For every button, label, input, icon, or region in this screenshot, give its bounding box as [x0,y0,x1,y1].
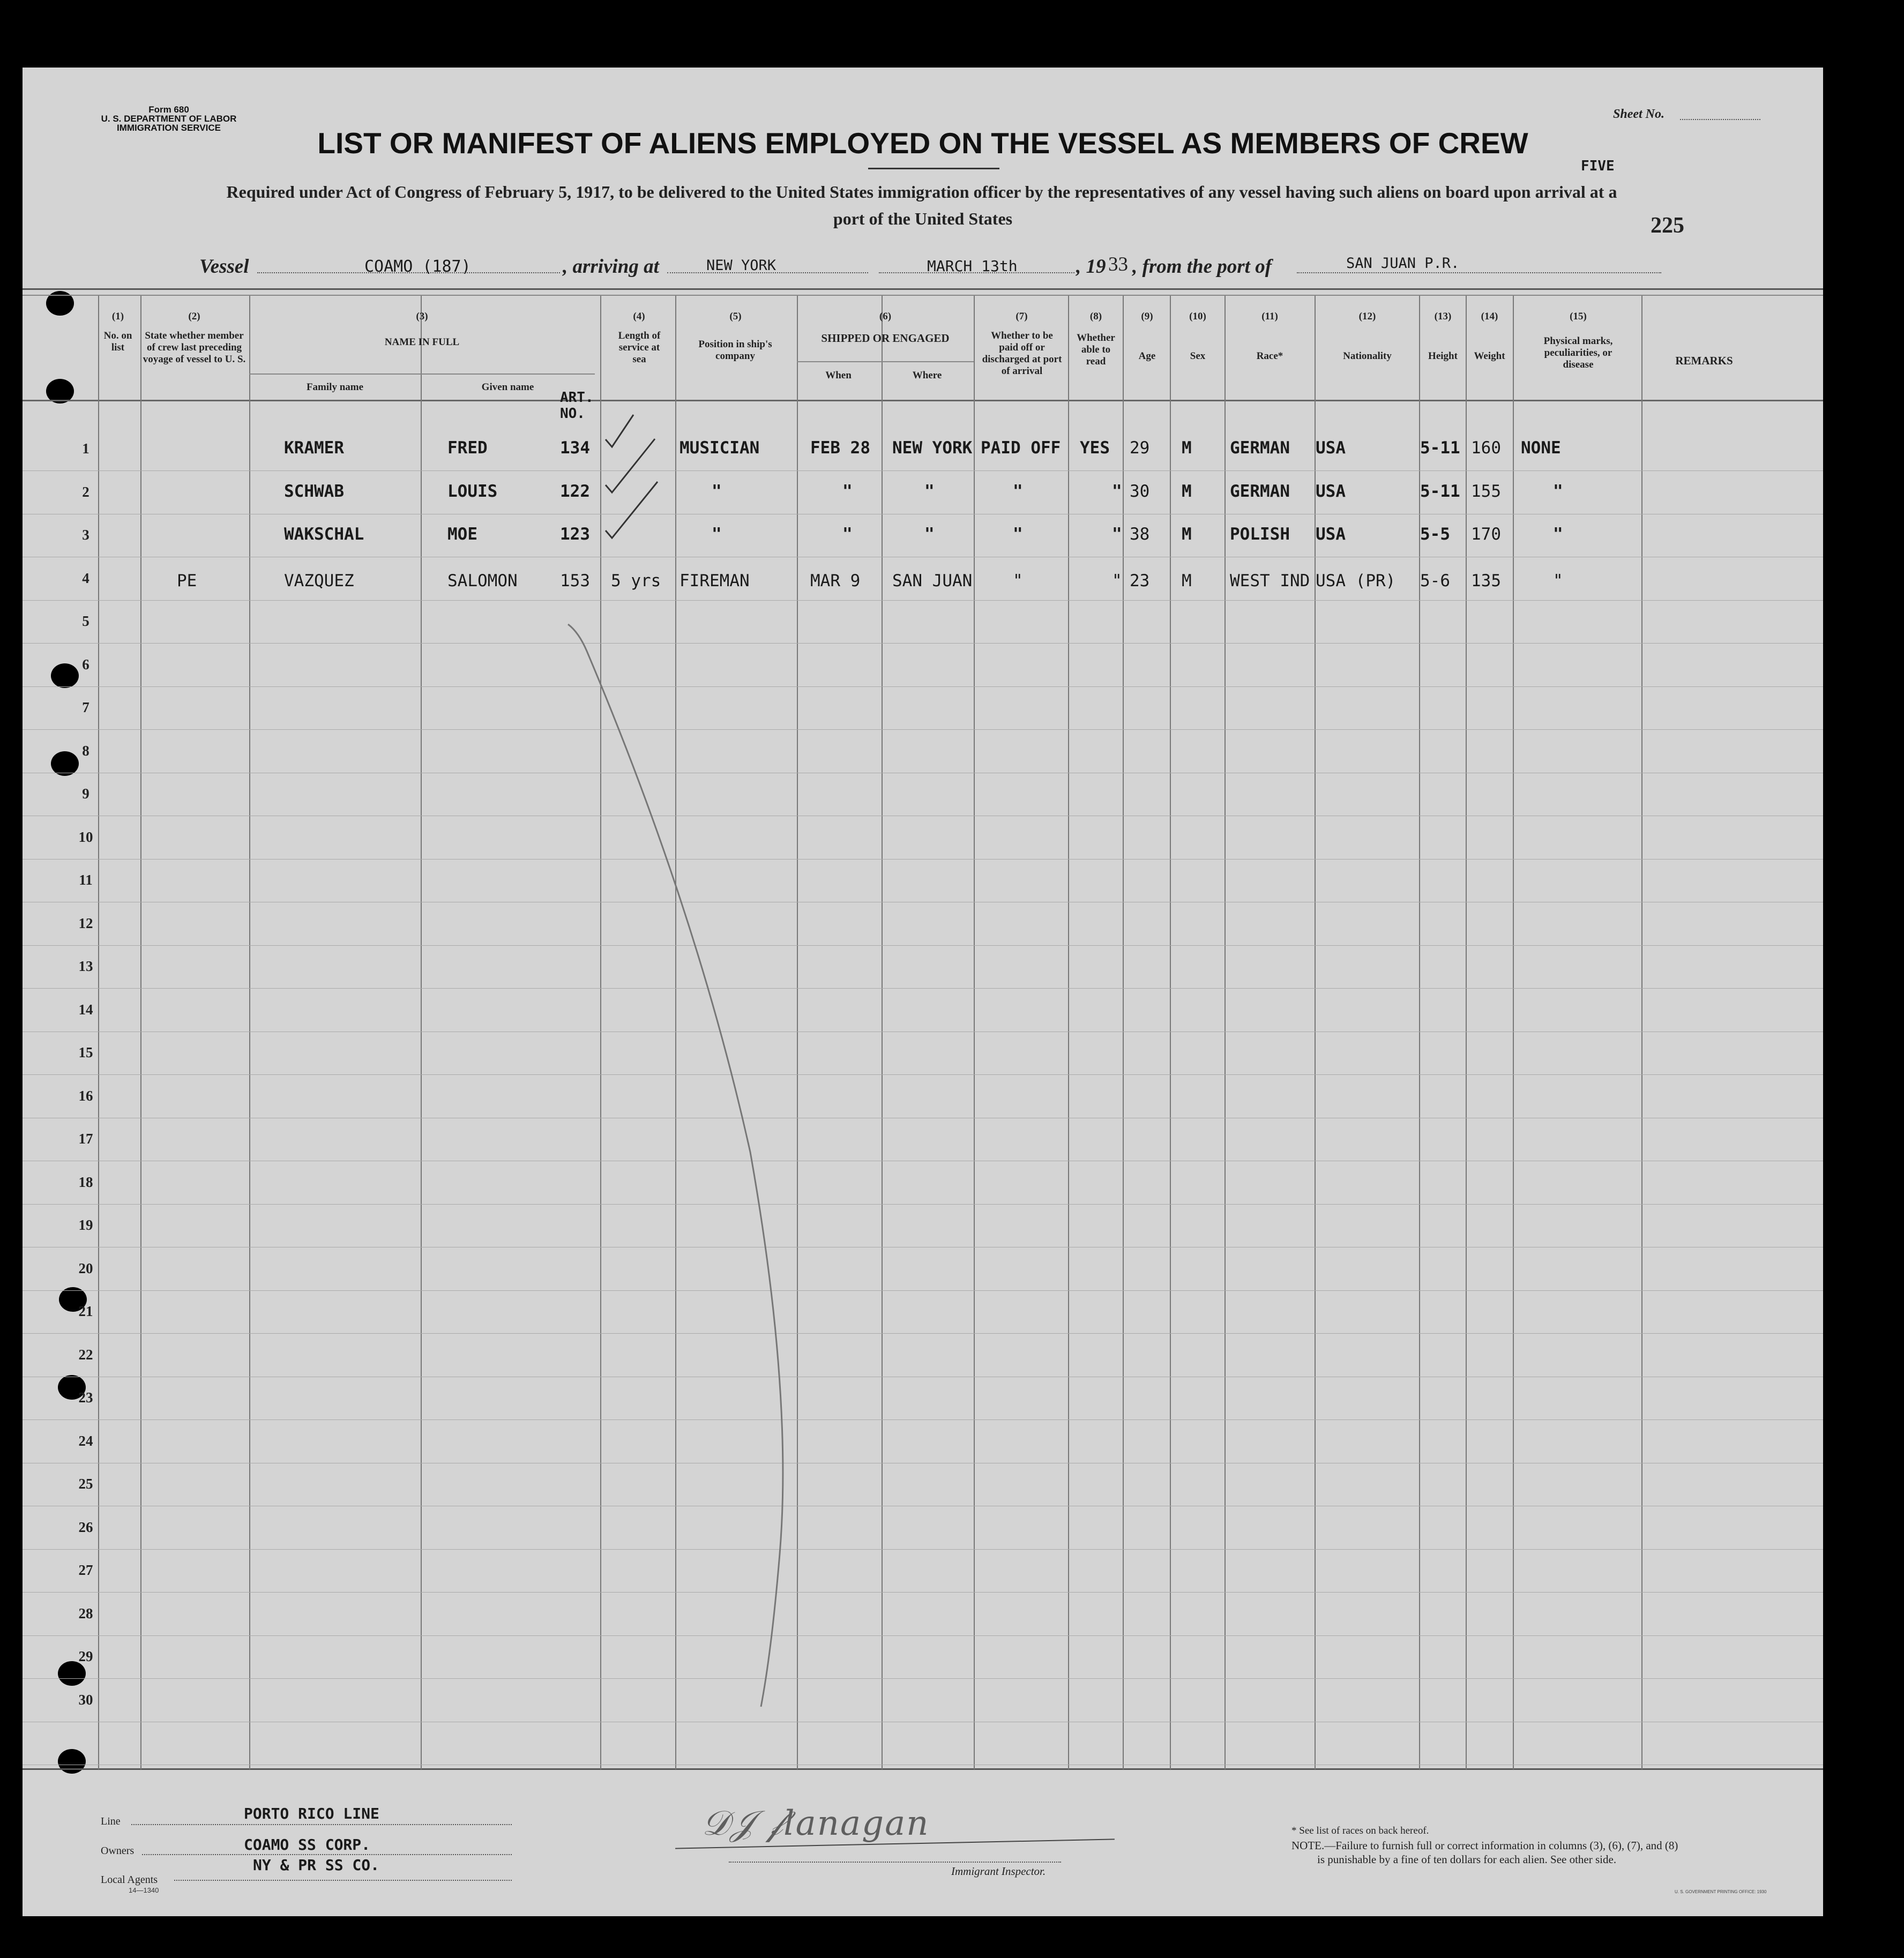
col11-number: (11) [1261,311,1278,322]
departure-port: SAN JUAN P.R. [1346,255,1460,272]
row-number: 23 [78,1389,93,1406]
form-title: LIST OR MANIFEST OF ALIENS EMPLOYED ON THE VESSEL AS MEMBERS OF CREW [317,126,1528,160]
col2-number: (2) [188,311,200,322]
row-number: 21 [78,1303,93,1319]
shipped-where-cell: SAN JUAN [892,571,973,591]
row-number: 11 [79,872,93,888]
printing-office-imprint: U. S. GOVERNMENT PRINTING OFFICE: 1930 [1675,1889,1767,1894]
physical-marks-cell: " [1553,481,1563,501]
owners-label: Owners [101,1845,135,1857]
height-cell: 5-11 [1420,438,1460,458]
year-label: , 19 [1076,256,1106,278]
when-header: When [825,370,852,381]
age-cell: 30 [1130,481,1150,501]
col4-label: Length of service at sea [618,330,661,365]
sheet-number-label: Sheet No. [1613,107,1664,121]
col8-number: (8) [1089,311,1102,322]
weight-cell: 155 [1471,481,1501,501]
void-line [568,624,783,1707]
col6-label: SHIPPED OR ENGAGED [821,332,950,345]
inspector-field-rule [729,1862,1061,1863]
physical-marks-cell: " [1553,525,1563,544]
row-number: 17 [78,1131,93,1147]
form-number: Form 680 [148,104,189,115]
row-number: 30 [78,1691,93,1708]
col7-number: (7) [1016,311,1028,322]
shipped-when-cell: " [842,481,853,501]
col12-label: Nationality [1343,350,1392,362]
height-cell: 5-11 [1420,481,1460,501]
inspector-label: Immigrant Inspector. [951,1865,1046,1878]
row-number: 4 [82,570,89,586]
arriving-label: , arriving at [563,256,659,278]
shipped-when-cell: " [842,525,853,544]
row-number: 8 [82,742,89,759]
arrival-date: MARCH 13th [927,257,1018,275]
col13-label: Height [1428,350,1458,362]
row-number: 19 [78,1217,93,1233]
shipped-where-cell: NEW YORK [892,438,973,458]
col9-label: Age [1138,350,1156,362]
col7-label: Whether to be paid off or discharged at port of arrival [982,330,1062,377]
race-cell: WEST IND [1230,571,1310,591]
art-no-header: ART. NO. [560,390,594,422]
able-to-read-cell: " [1112,481,1122,501]
weight-cell: 160 [1471,438,1501,458]
race-cell: POLISH [1230,525,1290,544]
row-number: 9 [82,786,89,802]
from-port-label: , from the port of [1132,256,1272,278]
shipped-where-cell: " [924,481,935,501]
form-subtitle-2: port of the United States [833,209,1013,228]
print-code: 14—1340 [129,1886,159,1894]
sex-cell: M [1182,438,1192,458]
row-number: 29 [78,1648,93,1664]
row-number: 16 [78,1087,93,1104]
col11-label: Race* [1256,350,1283,362]
col13-number: (13) [1434,311,1452,322]
vessel-label: Vessel [199,256,249,278]
height-cell: 5-6 [1420,571,1450,591]
family-name-header: Family name [306,382,364,393]
given-name-cell: LOUIS [447,481,498,501]
checkmark-mark [606,415,633,447]
service-length-cell: 5 yrs [611,571,661,591]
row-number: 6 [82,656,89,672]
col10-number: (10) [1189,311,1206,322]
arrival-port: NEW YORK [706,257,776,274]
department-name: U. S. DEPARTMENT OF LABOR [101,114,237,124]
row-number: 22 [78,1346,93,1363]
line-label: Line [101,1815,121,1827]
col6-number: (6) [879,311,892,322]
sheet-number-value: FIVE [1581,158,1615,174]
owners-field-rule [142,1854,512,1855]
paid-off-cell: " [1013,525,1023,544]
race-cell: GERMAN [1230,481,1290,501]
age-cell: 29 [1130,438,1150,458]
prev-voyage-cell: PE [177,571,197,591]
row-number: 26 [78,1519,93,1535]
row-number: 18 [78,1174,93,1190]
col1-number: (1) [111,311,124,322]
remarks-header: REMARKS [1675,354,1733,367]
col8-label: Whether able to read [1077,332,1115,367]
penalty-note-2: is punishable by a fine of ten dollars for each alien. See other side. [1317,1853,1617,1866]
row-number: 15 [78,1044,93,1060]
owners-name: COAMO SS CORP. [244,1836,371,1854]
col2-label: State whether member of crew last preceding voyage of vessel to U. S. [143,330,246,365]
form-subtitle: Required under Act of Congress of February 5, 1917, to be delivered to the United States immigration officer by the representatives of any vessel having such aliens on board upon arrival at a [226,182,1617,201]
row-number: 1 [82,440,89,457]
col4-number: (4) [633,311,645,322]
col14-number: (14) [1481,311,1498,322]
weight-cell: 170 [1471,525,1501,544]
age-cell: 38 [1130,525,1150,544]
where-header: Where [912,370,942,381]
col9-number: (9) [1141,311,1153,322]
row-number: 13 [78,958,93,974]
service-name: IMMIGRATION SERVICE [117,123,221,133]
physical-marks-cell: NONE [1521,438,1561,458]
row-number: 24 [78,1432,93,1449]
given-name-cell: MOE [447,525,477,544]
able-to-read-cell: " [1112,525,1122,544]
shipped-where-cell: " [924,525,935,544]
given-name-cell: SALOMON [447,571,518,591]
row-number: 14 [78,1001,93,1018]
family-name-cell: VAZQUEZ [284,571,354,591]
line-name: PORTO RICO LINE [244,1805,379,1822]
position-cell: " [712,481,722,501]
row-number: 3 [82,527,89,543]
row-number: 25 [78,1476,93,1492]
family-name-cell: SCHWAB [284,481,344,501]
nationality-cell: USA (PR) [1316,571,1396,591]
stamp-number: 225 [1651,213,1684,238]
weight-cell: 135 [1471,571,1501,591]
given-name-header: Given name [481,382,534,393]
nationality-cell: USA [1316,481,1346,501]
paid-off-cell: " [1013,571,1023,591]
position-cell: FIREMAN [680,571,750,591]
paid-off-cell: " [1013,481,1023,501]
nationality-cell: USA [1316,525,1346,544]
sex-cell: M [1182,571,1192,591]
row-number: 28 [78,1605,93,1621]
arrival-year: 33 [1108,253,1128,275]
race-cell: GERMAN [1230,438,1290,458]
agents-name: NY & PR SS CO. [253,1856,380,1874]
col12-number: (12) [1358,311,1376,322]
agents-label: Local Agents [101,1874,158,1886]
shipped-when-cell: MAR 9 [810,571,861,591]
col3-label: NAME IN FULL [384,337,460,348]
row-number: 12 [78,915,93,931]
height-cell: 5-5 [1420,525,1450,544]
row-number: 10 [78,828,93,845]
physical-marks-cell: " [1553,571,1563,591]
row-number: 27 [78,1562,93,1578]
penalty-note-1: NOTE.—Failure to furnish full or correct information in columns (3), (6), (7), and (8) [1291,1839,1678,1852]
art-no-cell: 153 [560,571,590,591]
age-cell: 23 [1130,571,1150,591]
row-number: 5 [82,613,89,629]
nationality-cell: USA [1316,438,1346,458]
col3-number: (3) [416,311,428,322]
col1-label: No. on list [103,330,132,353]
sex-cell: M [1182,481,1192,501]
col15-number: (15) [1570,311,1587,322]
position-cell: MUSICIAN [680,438,760,458]
shipped-when-cell: FEB 28 [810,438,870,458]
family-name-cell: KRAMER [284,438,344,458]
agents-field-rule [174,1880,512,1881]
able-to-read-cell: " [1112,571,1122,591]
line-field-rule [131,1824,512,1825]
row-number: 7 [82,699,89,715]
col10-label: Sex [1190,350,1206,362]
able-to-read-cell: YES [1080,438,1110,458]
art-no-cell: 122 [560,481,590,501]
paid-off-cell: PAID OFF [981,438,1061,458]
position-cell: " [712,525,722,544]
col5-label: Position in ship's company [698,339,772,362]
col5-number: (5) [729,311,742,322]
col15-label: Physical marks, peculiarities, or disease [1543,335,1613,370]
row-number: 20 [78,1260,93,1276]
sex-cell: M [1182,525,1192,544]
inspector-signature: 𝒟𝒥 𝒻lanagan [702,1804,930,1843]
races-note: * See list of races on back hereof. [1291,1825,1429,1836]
art-no-cell: 134 [560,438,590,458]
family-name-cell: WAKSCHAL [284,525,364,544]
given-name-cell: FRED [447,438,488,458]
vessel-name: COAMO (187) [364,257,471,276]
art-no-cell: 123 [560,525,590,544]
col14-label: Weight [1474,350,1505,362]
row-number: 2 [82,483,89,500]
